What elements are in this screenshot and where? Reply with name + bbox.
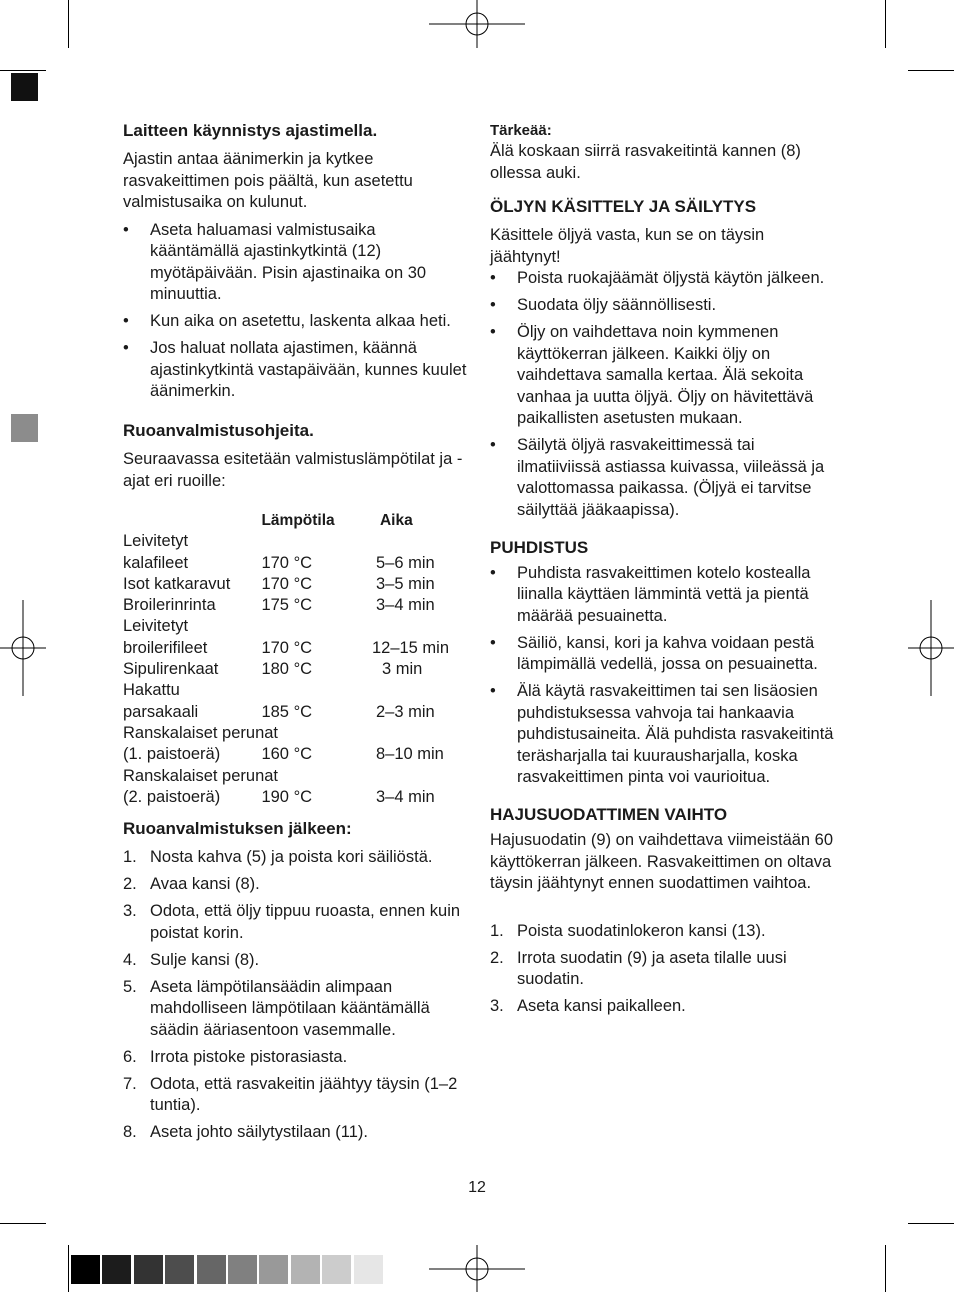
filter-steps [490,921,835,1018]
table-row: Hakattu [123,681,180,700]
color-swatch [102,1255,131,1284]
table-row: broilerifileet 170 °C 12–15 min [123,638,450,657]
black-tab-marker [11,73,38,101]
color-swatch [228,1255,257,1284]
list-item: • Aseta haluamasi valmistusaika kääntämällä ajastinkytkintä (12) myötäpäivään. Pisin ajastinaika on 30 minuuttia. [123,220,427,303]
list-item: 2. Irrota suodatin (9) ja aseta tilalle uusi suodatin. [490,948,787,988]
list-item: 7. Odota, että rasvakeitin jäähtyy täysin (1–2 tuntia). [123,1074,458,1115]
list-item: • Kun aika on asetettu, laskenta alkaa heti. [123,311,468,333]
cooking-table [123,510,468,808]
list-item: • Jos haluat nollata ajastimen, käännä ajastinkytkintä vastapäivään, kunnes kuulet äänimerkin. [123,339,467,400]
table-header-row [123,510,468,531]
list-item: 1. Nosta kahva (5) ja poista kori säiliöstä. [123,848,433,867]
registration-mark-top [429,0,525,48]
timer-intro: Ajastin antaa äänimerkin ja kytkee rasvakeittimen pois päältä, kun asetettu valmistusaika on kulunut. [123,150,413,211]
filter-heading: HAJUSUODATTIMEN VAIHTO [490,805,728,824]
after-cooking-heading: Ruoanvalmistuksen jälkeen: [123,819,352,839]
oil-intro: Käsittele öljyä vasta, kun se on täysin jäähtynyt! [490,226,765,266]
color-swatch [322,1255,351,1284]
crop-mark [885,0,886,48]
cleaning-bullets [490,563,835,789]
table-row: Leivitetyt [123,532,189,551]
color-swatch [71,1255,100,1284]
crop-mark [908,1223,954,1224]
color-swatch [134,1255,163,1284]
bullet-marker: • [490,563,496,582]
table-row: Broilerinrinta 175 °C 3–4 min [123,596,435,615]
table-row: Isot katkaravut 170 °C 3–5 min [123,574,435,593]
important-title: Tärkeää: [490,122,552,139]
right-column [490,120,835,1023]
bullet-marker: • [490,269,496,287]
table-row: Sipulirenkaat 180 °C 3 min [123,660,423,679]
crop-mark [68,1245,69,1292]
table-row: (1. paistoerä) 160 °C 8–10 min [123,745,444,764]
list-item: 1. Poista suodatinlokeron kansi (13). [490,921,766,940]
list-item: 5. Aseta lämpötilansäädin alimpaan mahdolliseen lämpötilaan kääntämällä säädin ääriasentoon vasemmalle. [123,977,430,1039]
list-item: • Öljy on vaihdettava noin kymmenen käyttökerran jälkeen. Kaikki öljy on vaihdettava samalla kertaa. Älä sekoita vanhaa ja uutta öljyä. Öljy on hävitettävä paikallisten asetusten mukaan. [490,323,814,427]
timer-bullets [123,220,468,403]
bullet-marker: • [490,682,496,700]
table-row: Ranskalaiset perunat [123,723,279,742]
color-swatch [354,1255,383,1284]
color-swatch [291,1255,320,1284]
left-column [123,120,468,1149]
important-text: Älä koskaan siirrä rasvakeitintä kannen (8) ollessa auki. [490,142,801,182]
list-item: • Älä käytä rasvakeittimen tai sen lisäosien puhdistuksessa vahvoja tai hankaavia puhdistusaineita. Älä puhdista rasvakeitintä teräsharjalla tai kuurausharjalla, koska rasvakeittimen pinta voi vaurioitua. [490,682,834,786]
registration-mark-bottom [429,1245,525,1292]
list-item: 3. Aseta kansi paikalleen. [490,997,686,1015]
list-item: • Suodata öljy säännöllisesti. [490,295,835,317]
timer-heading: Laitteen käynnistys ajastimella. [123,121,378,140]
crop-mark [885,1245,886,1292]
list-item: 4. Sulje kansi (8). [123,950,260,969]
list-item: • Säiliö, kansi, kori ja kahva voidaan pestä lämpimällä vedellä, jossa on pesuainetta. [490,633,818,673]
column-header-time: Aika [379,512,413,529]
page-number: 12 [468,1179,486,1196]
cleaning-heading: PUHDISTUS [490,537,589,557]
oil-heading: ÖLJYN KÄSITTELY JA SÄILYTYS [490,197,757,216]
list-item: • Puhdista rasvakeittimen kotelo kostealla liinalla käyttäen lämmintä vettä ja pientä määrää pesuainetta. [490,563,811,625]
registration-mark-left [0,600,46,696]
registration-mark-right [908,600,954,696]
crop-mark [0,70,46,71]
crop-mark [908,70,954,71]
filter-intro: Hajusuodatin (9) on vaihdettava viimeistään 60 käyttökerran jälkeen. Rasvakeittimen on oltava täysin jäähtynyt ennen suodattimen vaihtoa. [490,831,834,892]
after-cooking-steps [123,847,468,1144]
bullet-marker: • [123,312,129,330]
bullet-marker: • [490,633,496,652]
list-item: 6. Irrota pistoke pistorasiasta. [123,1047,348,1066]
crop-mark [68,0,69,48]
cooking-intro: Seuraavassa esitetään valmistuslämpötilat ja -ajat eri ruoille: [123,450,463,490]
bullet-marker: • [490,296,496,314]
bullet-marker: • [490,323,496,341]
cooking-heading: Ruoanvalmistusohjeita. [123,421,314,440]
list-item: • Säilytä öljyä rasvakeittimessä tai ilmatiiviissä astiassa kuivassa, viileässä ja valottomassa paikassa. (Öljyä ei tarvitse säilyttää jääkaapissa). [490,436,825,519]
list-item: • Poista ruokajäämät öljystä käytön jälkeen. [490,268,835,290]
bullet-marker: • [490,436,496,454]
column-header-temperature: Lämpötila [261,512,335,529]
table-row: (2. paistoerä) 190 °C 3–4 min [123,787,435,806]
list-item: 3. Odota, että öljy tippuu ruoasta, ennen kuin poistat korin. [123,902,461,942]
color-swatch [259,1255,288,1284]
table-row: parsakaali 185 °C 2–3 min [123,702,435,721]
color-swatch [165,1255,194,1284]
color-swatch [197,1255,226,1284]
table-row: kalafileet 170 °C 5–6 min [123,553,435,572]
list-item: 8. Aseta johto säilytystilaan (11). [123,1123,368,1142]
bullet-marker: • [123,220,129,239]
table-row: Leivitetyt [123,617,189,636]
crop-mark [0,1223,46,1224]
table-row: Ranskalaiset perunat [123,766,279,785]
oil-bullets [490,268,835,521]
gray-tab-marker [11,414,38,442]
list-item: 2. Avaa kansi (8). [123,875,260,894]
bullet-marker: • [123,339,129,357]
